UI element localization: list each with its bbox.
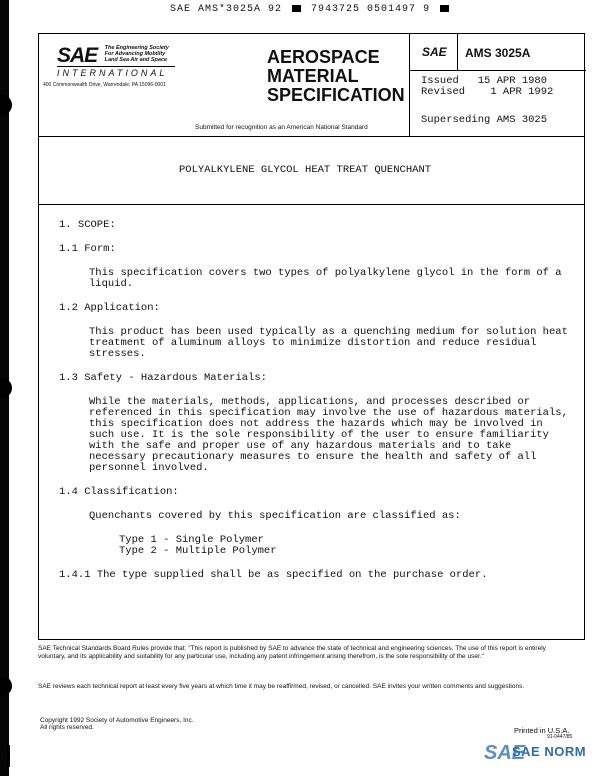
sae-logo bbox=[57, 44, 205, 78]
section-number: 1.4 bbox=[59, 486, 78, 498]
logo-international: INTERNATIONAL bbox=[57, 66, 175, 78]
spec-title bbox=[267, 48, 405, 105]
barcode-block-icon bbox=[292, 5, 301, 12]
section-text: The type supplied shall be as specified on the purchase order. bbox=[96, 569, 488, 581]
copyright-line: Copyright 1992 Society of Automotive Engineers, Inc. bbox=[40, 717, 194, 724]
section-1-3-text: While the materials, methods, applications, and processes described or referenced in this specification may involve the use of hazardous materials, this specification does not address the hazards which may be involved in such use. It is the sole responsibility of the user to ensure familiarity with the safe and proper use of any hazardous materials and to take necessary precautionary measures to ensure the health and safety of all personnel involved. bbox=[89, 396, 568, 474]
logo-tagline bbox=[105, 44, 205, 63]
section-title: Application: bbox=[84, 302, 160, 314]
section-number: 1.3 bbox=[59, 372, 78, 384]
sae-small-logo: SAE bbox=[422, 45, 447, 59]
top-code-right: 7943725 0501497 9 bbox=[311, 4, 431, 15]
footer-rules: SAE Technical Standards Board Rules provide that: "This report is published by SAE to advance the state of technical and engineering sciences. The use of this report is entirely voluntary, and its applicability and suitability for any particular use, including any patent infringement arising therefrom, is the sole responsibility of the user." bbox=[38, 645, 546, 660]
copyright bbox=[40, 717, 194, 731]
type-1: Type 1 - Single Polymer bbox=[119, 534, 264, 546]
divider bbox=[409, 34, 410, 136]
section-title: Classification: bbox=[84, 486, 179, 498]
spec-title-line: SPECIFICATION bbox=[267, 85, 405, 105]
tagline-line: For Advancing Mobility bbox=[104, 51, 166, 57]
issued-label: Issued bbox=[421, 75, 459, 87]
spec-title-line: AEROSPACE bbox=[267, 47, 380, 67]
document-frame bbox=[38, 33, 585, 640]
section-number: 1.4.1 bbox=[59, 569, 91, 581]
spec-title-line: MATERIAL bbox=[267, 66, 359, 86]
issue-dates bbox=[421, 76, 553, 98]
section-1-3-heading bbox=[59, 373, 573, 384]
section-1-4-text: Quenchants covered by this specification are classified as: bbox=[89, 510, 461, 522]
revised-label: Revised bbox=[421, 86, 466, 98]
type-2: Type 2 - Multiple Polymer bbox=[119, 545, 277, 557]
copyright-line: All rights reserved. bbox=[40, 724, 94, 731]
section-1-4-1 bbox=[59, 570, 573, 581]
scan-mark bbox=[7, 745, 10, 767]
revised-date: 1 APR 1992 bbox=[490, 86, 554, 98]
section-title: Safety - Hazardous Materials: bbox=[84, 372, 267, 384]
tagline-line: Land Sea Air and Space bbox=[104, 57, 168, 63]
section-1-1-text: This specification covers two types of polyalkylene glycol in the form of a liquid. bbox=[89, 267, 562, 290]
section-number: 1.1 bbox=[59, 243, 78, 255]
section-1-1-heading bbox=[59, 244, 573, 255]
watermark-text: SAE NORM bbox=[512, 744, 587, 759]
doc-code: 91-0447/85 bbox=[547, 734, 573, 740]
top-doc-code bbox=[170, 4, 452, 15]
ams-number: AMS 3025A bbox=[465, 46, 531, 60]
divider bbox=[39, 136, 584, 137]
tagline-line: The Engineering Society bbox=[104, 45, 169, 51]
section-1-4-heading bbox=[59, 487, 573, 498]
logo-text: SAE bbox=[57, 44, 98, 67]
superseding: Superseding AMS 3025 bbox=[421, 114, 548, 126]
binder-hole-1 bbox=[0, 95, 12, 115]
watermark-logo: SAE bbox=[484, 742, 526, 764]
printed-in: Printed in U.S.A. bbox=[514, 726, 570, 735]
top-code-left: SAE AMS*3025A 92 bbox=[170, 4, 283, 15]
document-title: POLYALKYLENE GLYCOL HEAT TREAT QUENCHANT bbox=[179, 164, 432, 176]
divider bbox=[457, 34, 458, 70]
ansi-note: Submitted for recognition as an American National Standard bbox=[195, 124, 368, 131]
section-1-2-text: This product has been used typically as a quenching medium for solution heat treatment of aluminum alloys to minimize distortion and reduce residual stresses. bbox=[89, 326, 568, 360]
barcode-block-icon bbox=[440, 5, 449, 12]
section-scope: 1. SCOPE: bbox=[59, 219, 116, 231]
section-number: 1.2 bbox=[59, 302, 78, 314]
address: 400 Commonwealth Drive, Warrendale, PA 15096-0001 bbox=[43, 82, 166, 88]
footer-review: SAE reviews each technical report at least every five years at which time it may be reaffirmed, revised, or cancelled. SAE invites your written comments and suggestions. bbox=[38, 683, 525, 690]
issued-date: 15 APR 1980 bbox=[477, 75, 548, 87]
binder-hole-2 bbox=[0, 378, 12, 398]
section-title: Form: bbox=[84, 243, 116, 255]
binder-hole-3 bbox=[0, 676, 12, 696]
divider bbox=[409, 70, 586, 71]
document-body bbox=[53, 220, 573, 581]
section-1-2-heading bbox=[59, 303, 573, 314]
divider bbox=[39, 204, 584, 205]
